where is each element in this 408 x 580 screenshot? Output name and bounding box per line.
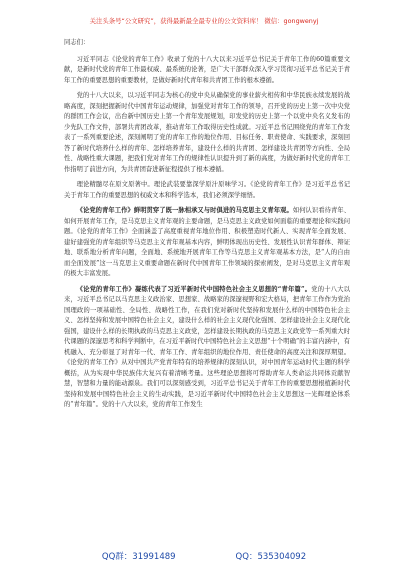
qq-group-number: 31991489	[132, 552, 176, 562]
contact-footer	[0, 550, 408, 562]
section-body: 党的十八大以来，习近平总书记以马克思主义政治家、思想家、战略家的深邃视野和宏大格局，把青年工作作为党治国理政的一项基础性、全局性、战略性工作，在我们党对新时代坚持和发展什么样的中国特色社会主义、怎样坚持和发展中国特色社会主义，建设什么样的社会主义现代化强国、怎样建设社会主义现代化强国，建设什么样的长期执政的马克思主义政党，怎样建设长期执政的马克思主义政党等一系列重大时代课题的深邃思考和科学判断中，在习近平新时代中国特色社会主义思想“十个明确”的丰富内涵中，有机融入、充分彰显了对青年一代、青年工作、青年组织的地位作用、责任使命的高度关注和深厚期望。《论党的青年工作》从对中国共产党青年特有的培养规律的深刻认识，对中国青年运动时代主题的科学概括，从为实现中华民族伟大复兴有着清晰考量。这些理论思想将可帮助青年人类命运共同体贡献智慧，智慧和力量的能动源泉。我们可以深刻感受到，习近平总书记关于青年工作的重要思想根植新时代坚持和发展中国特色社会主义的生动实践，是习近平新时代中国特色社会主义思想这一光辉理论体系的“青年篇”。党的十八大以来，党的青年工作发生	[64, 285, 350, 408]
paragraph: 理论精髓尽在原文原著中。理论武装要靠深学原汁原味学习。《论党的青年工作》是习近平总书记关于青年工作的重要思想的权威文本和科学选本，我们必须深学细悟。	[64, 181, 350, 199]
section-body: 如何认识看待青年、如何开展青年工作，是马克思主义青年观的主要命题，是马克思主义政党如何面临的重要理论和实践问题。《论党的青年工作》全面涵盖了高度重视青年地位作用、积极塑造时代新人、实现青年全面发展、建好建强党的青年组织等马克思主义青年观基本内容，鲜明体现出历史性、发展性认识青年群体、辩证地、联系地分析青年问题，全面地、系统地开展青年工作等马克思主义青年观基本方法，是“人的自由而全面发展”这一马克思主义重要命题在新时代中国青年工作领域的探索阐发，是对马克思主义青年观的极大丰富发展。	[64, 207, 351, 277]
section	[64, 206, 350, 280]
paragraph: 习近平同志《论党的青年工作》收录了党的十八大以来习近平总书记关于青年工作的60篇重要文献，是新时代党的青年工作最权威、最系统的论著，是广大干部群众深入学习贯彻习近平总书记关于青年工作的重要思想的重要教材，是做好新时代青年和共青团工作的根本遵循。	[64, 55, 350, 84]
salutation: 同志们：	[64, 39, 90, 46]
document-body	[64, 38, 350, 416]
qq-number: 535304092	[257, 552, 307, 562]
section	[64, 285, 350, 411]
qq-label: QQ：	[235, 552, 258, 562]
paragraph: 党的十八大以来，以习近平同志为核心的党中央从确保党的事业薪火相传和中华民族永续发展的战略高度，深刻把握新时代中国青年运动规律，加强党对青年工作的领导，召开党的历史上第一次中央党的群团工作会议，出台新中国历史上第一个青年发展规划，印发党的历史上第一个以党中央名义发布的少先队工作文件，部署共青团改革，推动青年工作取得历史性成就。习近平总书记围绕党的青年工作发表了一系列重要论述，深刻阐明了党的青年工作的地位作用、目标任务、职责使命、实践要求，深刻回答了新时代培养什么样的青年、怎样培养青年，建设什么样的共青团、怎样建设共青团等方向性、全局性、战略性重大课题，把我们党对青年工作的规律性认识提升到了新的高度，为做好新时代党的青年工作指明了前进方向，为共青团奋进新征程提供了根本遵循。	[64, 92, 350, 173]
section-heading: 《论党的青年工作》凝练代表了习近平新时代中国特色社会主义思想的“青年篇”。	[76, 285, 312, 293]
promo-banner: 关注头条号“公文研究”，获得最新最全最专业的公文资料库！ 微信：gongwenyj	[89, 17, 319, 25]
qq-group-label: QQ群：	[101, 552, 133, 562]
section-heading: 《论党的青年工作》鲜明贯穿了既一脉相承又与时俱进的马克思主义青年观。	[76, 207, 293, 214]
